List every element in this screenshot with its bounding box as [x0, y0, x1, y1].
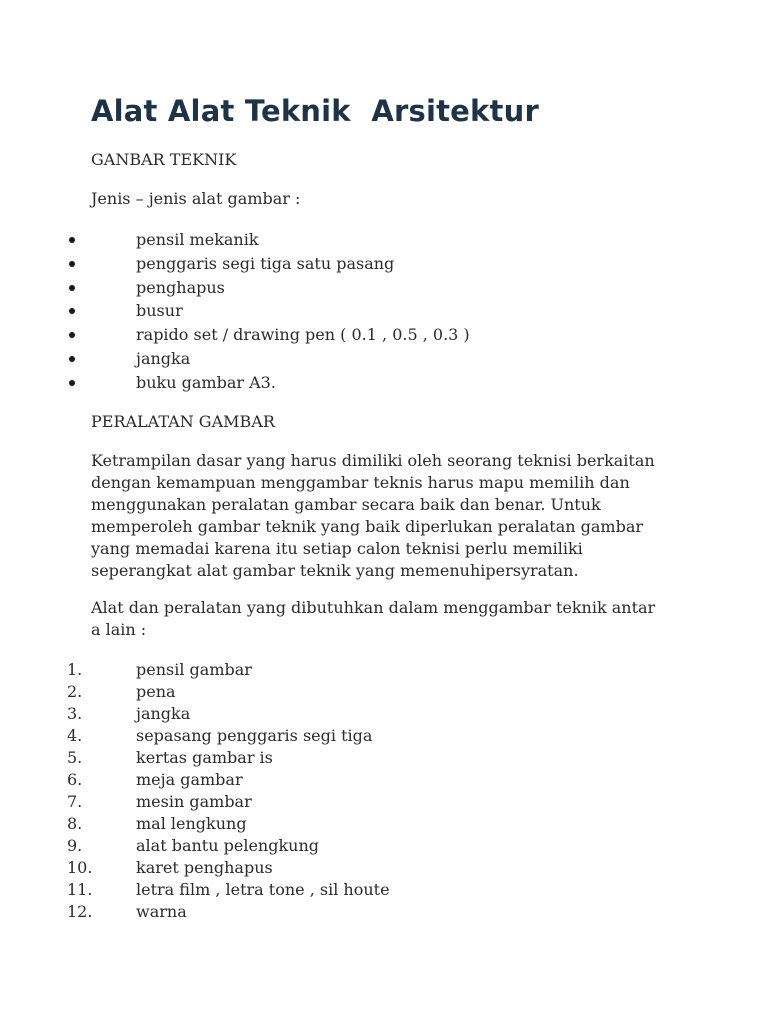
bullet-icon [69, 308, 75, 314]
list-item-text: letra film , letra tone , sil houte [136, 880, 390, 899]
list-number: 6. [67, 770, 83, 789]
paragraph-line: menggunakan peralatan gambar secara baik dan benar. Untuk [91, 495, 601, 514]
list-item-text: karet penghapus [136, 858, 273, 877]
list-item-text: warna [136, 902, 187, 921]
list-item-text: mal lengkung [136, 814, 247, 833]
list-number: 7. [67, 792, 83, 811]
list-item-text: meja gambar [136, 770, 243, 789]
list-item-text: buku gambar A3. [136, 372, 276, 392]
list-item-text: rapido set / drawing pen ( 0.1 , 0.5 , 0.3 ) [136, 325, 470, 345]
paragraph-line: Ketrampilan dasar yang harus dimiliki oleh seorang teknisi berkaitan [91, 451, 655, 470]
list-number: 8. [67, 814, 83, 833]
list-item-text: alat bantu pelengkung [136, 836, 320, 855]
bullet-icon [69, 356, 75, 362]
list-item-text: busur [136, 301, 183, 321]
list-item-text: kertas gambar is [136, 748, 273, 767]
list-item-text: pensil mekanik [136, 230, 259, 249]
list-number: 4. [67, 726, 83, 745]
list-number: 11. [67, 880, 93, 899]
list-number: 12. [67, 902, 93, 921]
list-item-text: penghapus [136, 277, 225, 297]
paragraph-line: seperangkat alat gambar teknik yang memenuhipersyratan. [91, 561, 579, 580]
paragraph-line: yang memadai karena itu setiap calon teknisi perlu memiliki [91, 539, 583, 558]
section-heading-gambar-teknik: GANBAR TEKNIK [91, 150, 237, 169]
list-item-text: mesin gambar [136, 792, 252, 811]
paragraph-line: dengan kemampuan menggambar teknis harus mapu memilih dan [91, 473, 630, 492]
bullet-icon [69, 380, 75, 386]
bullet-icon [69, 237, 75, 243]
list-number: 9. [67, 836, 83, 855]
document-title: Alat Alat Teknik Arsitektur [91, 94, 539, 128]
list-item-text: jangka [136, 704, 191, 723]
list-item-text: pena [136, 682, 176, 701]
section-heading-peralatan-gambar: PERALATAN GAMBAR [91, 412, 275, 431]
bullet-icon [69, 261, 75, 267]
list-number: 10. [67, 858, 93, 877]
bullet-icon [69, 332, 75, 338]
list-number: 3. [67, 704, 83, 723]
list-number: 1. [67, 660, 83, 679]
paragraph-line: Alat dan peralatan yang dibutuhkan dalam menggambar teknik antar [91, 598, 656, 617]
list-item-text: penggaris segi tiga satu pasang [136, 253, 395, 273]
list-item-text: sepasang penggaris segi tiga [136, 726, 373, 745]
paragraph-line: a lain : [91, 620, 147, 639]
list-item-text: pensil gambar [136, 660, 252, 679]
intro-text: Jenis – jenis alat gambar : [91, 189, 301, 208]
paragraph-line: memperoleh gambar teknik yang baik diperlukan peralatan gambar [91, 517, 643, 536]
bullet-icon [69, 285, 75, 291]
paragraph-ketrampilan [91, 450, 691, 582]
list-number: 5. [67, 748, 83, 767]
paragraph-alat-dan-peralatan [91, 597, 691, 641]
list-item-text: jangka [136, 348, 191, 368]
list-number: 2. [67, 682, 83, 701]
